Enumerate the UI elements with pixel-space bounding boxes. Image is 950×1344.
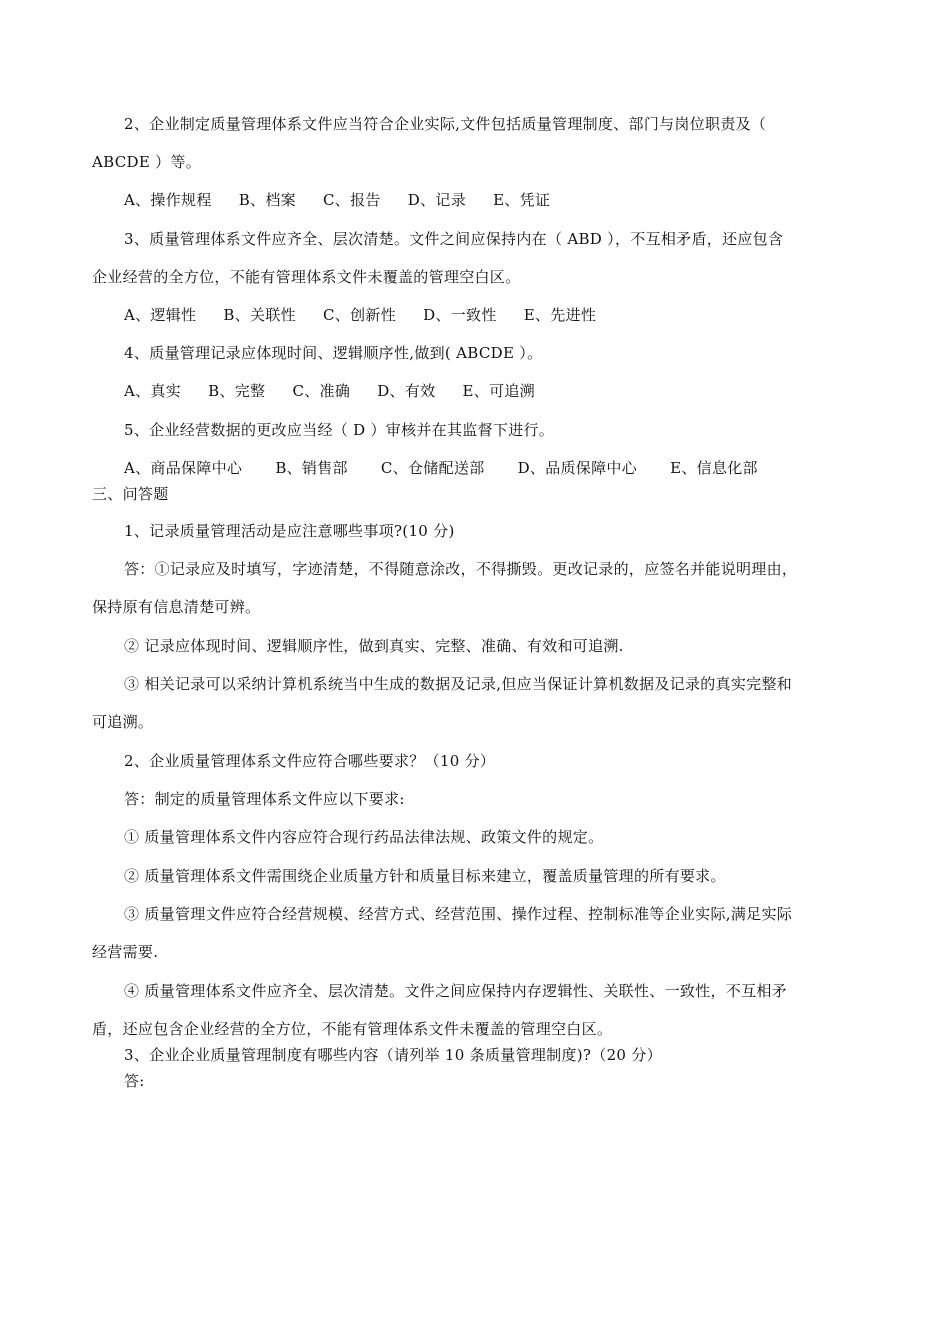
question-2-options bbox=[124, 190, 572, 210]
option-c: C、仓储配送部 bbox=[380, 459, 485, 477]
option-c: C、报告 bbox=[323, 191, 381, 209]
question-5-line-1: 5、企业经营数据的更改应当经（ D ）审核并在其监督下进行。 bbox=[124, 421, 555, 439]
qa2-intro: 答：制定的质量管理体系文件应以下要求: bbox=[124, 790, 405, 808]
qa3-question: 3、企业企业质量管理制度有哪些内容（请列举 10 条质量管理制度)?（20 分） bbox=[124, 1046, 662, 1064]
qa2-answer-1: ① 质量管理体系文件内容应符合现行药品法律法规、政策文件的规定。 bbox=[124, 828, 604, 846]
option-a: A、逻辑性 bbox=[124, 306, 197, 324]
option-b: B、销售部 bbox=[275, 459, 348, 477]
qa1-question: 1、记录质量管理活动是应注意哪些事项?(10 分) bbox=[124, 522, 455, 540]
option-b: B、完整 bbox=[208, 382, 266, 400]
option-d: D、有效 bbox=[377, 382, 436, 400]
option-b: B、关联性 bbox=[223, 306, 296, 324]
qa1-answer-3-line-2: 可追溯。 bbox=[92, 713, 154, 731]
qa1-answer-2: ② 记录应体现时间、逻辑顺序性，做到真实、完整、准确、有效和可追溯. bbox=[124, 637, 624, 655]
qa2-answer-3-line-1: ③ 质量管理文件应符合经营规模、经营方式、经营范围、操作过程、控制标准等企业实际,满足实际 bbox=[124, 905, 793, 923]
question-4-options bbox=[124, 381, 557, 401]
qa1-answer-1-line-1: 答：①记录应及时填写，字迹清楚，不得随意涂改，不得撕毁。更改记录的，应签名并能说明理由， bbox=[124, 560, 798, 578]
section-heading: 三、问答题 bbox=[92, 485, 169, 503]
qa2-answer-2: ② 质量管理体系文件需围绕企业质量方针和质量目标来建立，覆盖质量管理的所有要求。 bbox=[124, 867, 726, 885]
option-d: D、一致性 bbox=[423, 306, 497, 324]
option-e: E、先进性 bbox=[523, 306, 597, 324]
option-a: A、商品保障中心 bbox=[124, 459, 243, 477]
qa2-answer-3-line-2: 经营需要. bbox=[92, 943, 159, 961]
option-c: C、创新性 bbox=[323, 306, 397, 324]
option-a: A、操作规程 bbox=[124, 191, 212, 209]
qa1-answer-3-line-1: ③ 相关记录可以采纳计算机系统当中生成的数据及记录,但应当保证计算机数据及记录的真实完整和 bbox=[124, 675, 793, 693]
question-3-options bbox=[124, 305, 618, 325]
question-5-options bbox=[124, 458, 786, 478]
qa2-question: 2、企业质量管理体系文件应符合哪些要求？（10 分） bbox=[124, 752, 496, 770]
question-3-line-2: 企业经营的全方位，不能有管理体系文件未覆盖的管理空白区。 bbox=[92, 268, 521, 286]
qa3-answer: 答: bbox=[124, 1072, 145, 1090]
option-c: C、准确 bbox=[292, 382, 351, 400]
option-d: D、记录 bbox=[407, 191, 467, 209]
qa2-answer-4-line-2: 盾，还应包含企业经营的全方位，不能有管理体系文件未覆盖的管理空白区。 bbox=[92, 1020, 613, 1038]
question-3-line-1: 3、质量管理体系文件应齐全、层次清楚。文件之间应保持内在（ ABD ），不互相矛盾，还应包含 bbox=[124, 230, 784, 248]
option-e: E、信息化部 bbox=[670, 459, 758, 477]
option-d: D、品质保障中心 bbox=[517, 459, 638, 477]
option-e: E、凭证 bbox=[493, 191, 551, 209]
question-4-line-1: 4、质量管理记录应体现时间、逻辑顺序性,做到( ABCDE ）。 bbox=[124, 344, 543, 362]
option-b: B、档案 bbox=[238, 191, 296, 209]
question-2-line-2: ABCDE ）等。 bbox=[92, 153, 202, 171]
option-e: E、可追溯 bbox=[462, 382, 535, 400]
qa2-answer-4-line-1: ④ 质量管理体系文件应齐全、层次清楚。文件之间应保持内存逻辑性、关联性、一致性，不互相矛 bbox=[124, 982, 787, 1000]
qa1-answer-1-line-2: 保持原有信息清楚可辨。 bbox=[92, 598, 261, 616]
option-a: A、真实 bbox=[124, 382, 182, 400]
question-2-line-1: 2、企业制定质量管理体系文件应当符合企业实际,文件包括质量管理制度、部门与岗位职责及（ bbox=[124, 115, 767, 133]
